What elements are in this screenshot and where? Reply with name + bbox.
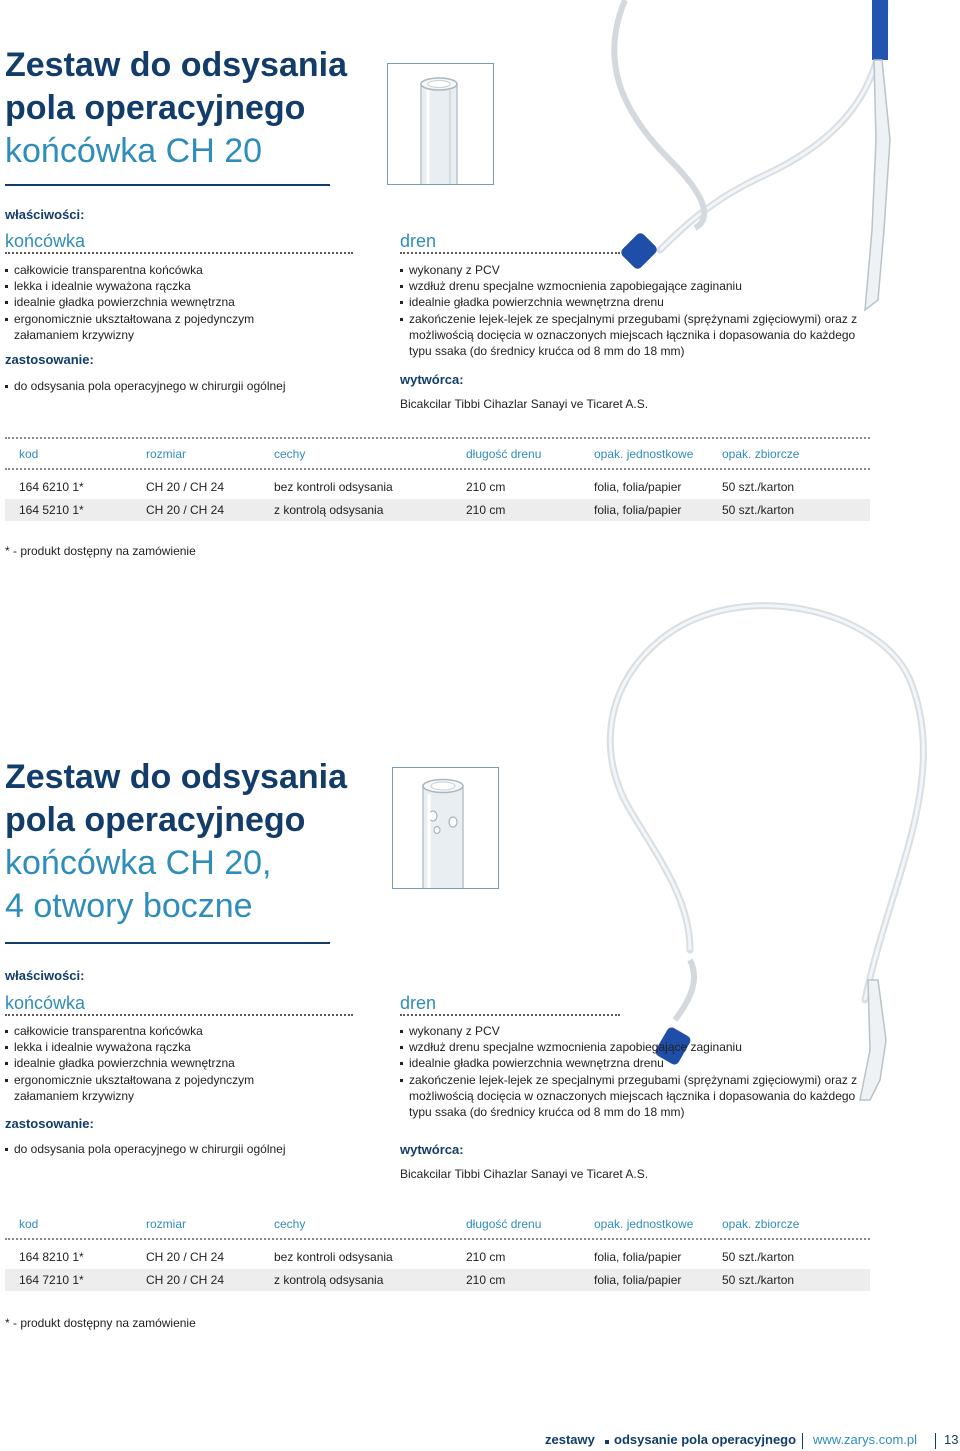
column-header-tube-length: długość drenu bbox=[466, 447, 542, 461]
cell-features: z kontrolą odsysania bbox=[274, 1273, 384, 1287]
cell-size: CH 20 / CH 24 bbox=[146, 503, 225, 517]
tip-heading-divider bbox=[5, 252, 353, 254]
column-header-unit-pack: opak. jednostkowe bbox=[594, 1217, 694, 1231]
table-header-divider bbox=[5, 1238, 870, 1240]
footer-subcategory: odsysanie pola operacyjnego bbox=[614, 1432, 797, 1447]
title-line-2: pola operacyjnego bbox=[5, 89, 306, 127]
list-item: wzdłuż drenu specjalne wzmocnienia zapobiegające zaginaniu bbox=[400, 278, 870, 294]
list-item: ergonomicznie ukształtowana z pojedynczym załamaniem krzywizny bbox=[5, 1072, 305, 1104]
column-header-size: rozmiar bbox=[146, 447, 187, 461]
product-section-1 bbox=[0, 0, 960, 580]
cell-code: 164 8210 1* bbox=[19, 1250, 84, 1264]
cell-features: bez kontroli odsysania bbox=[274, 1250, 393, 1264]
cell-size: CH 20 / CH 24 bbox=[146, 1250, 225, 1264]
table-row bbox=[5, 1246, 870, 1268]
list-item: ergonomicznie ukształtowana z pojedynczym załamaniem krzywizny bbox=[5, 311, 305, 343]
title-line-2: pola operacyjnego bbox=[5, 801, 306, 839]
column-header-unit-pack: opak. jednostkowe bbox=[594, 447, 694, 461]
title-line-3: końcówka CH 20 bbox=[5, 132, 263, 170]
cell-bulk-pack: 50 szt./karton bbox=[722, 1250, 795, 1264]
list-item: idealnie gładka powierzchnia wewnętrzna bbox=[5, 294, 305, 310]
availability-footnote: * - produkt dostępny na zamówienie bbox=[5, 1316, 196, 1330]
cell-unit-pack: folia, folia/papier bbox=[594, 1273, 682, 1287]
footer-separator bbox=[802, 1433, 803, 1449]
column-header-features: cechy bbox=[274, 447, 306, 461]
tube-heading-divider bbox=[400, 1014, 620, 1016]
properties-label: właściwości: bbox=[5, 968, 85, 983]
list-item: lekka i idealnie wyważona rączka bbox=[5, 1039, 305, 1055]
list-item: zakończenie lejek-lejek ze specjalnymi przegubami (sprężynami zgięciowymi) oraz z możliwością docięcia w oznaczonych miejscach łącznika i dopasowania do każdego typu ssaka (do średnicy krućca od 8 mm do 18 mm) bbox=[400, 1072, 870, 1121]
table-row bbox=[5, 1269, 870, 1291]
tip-thumbnail-image bbox=[387, 63, 494, 185]
title-underline bbox=[5, 942, 330, 944]
column-header-bulk-pack: opak. zbiorcze bbox=[722, 447, 800, 461]
list-item: całkowicie transparentna końcówka bbox=[5, 262, 305, 278]
tube-features-list bbox=[400, 1023, 870, 1120]
tip-thumbnail-image bbox=[392, 767, 499, 889]
cell-bulk-pack: 50 szt./karton bbox=[722, 480, 795, 494]
cell-code: 164 7210 1* bbox=[19, 1273, 84, 1287]
footer-bullet bbox=[605, 1440, 609, 1444]
column-header-code: kod bbox=[19, 1217, 39, 1231]
product-section-2 bbox=[0, 580, 960, 1380]
application-label: zastosowanie: bbox=[5, 1116, 94, 1131]
availability-footnote: * - produkt dostępny na zamówienie bbox=[5, 544, 196, 558]
page-number: 13 bbox=[944, 1432, 959, 1447]
cell-features: bez kontroli odsysania bbox=[274, 480, 393, 494]
cell-bulk-pack: 50 szt./karton bbox=[722, 1273, 795, 1287]
list-item: idealnie gładka powierzchnia wewnętrzna drenu bbox=[400, 1055, 870, 1071]
tube-features-list bbox=[400, 262, 870, 359]
table-row bbox=[5, 499, 870, 521]
list-item: całkowicie transparentna końcówka bbox=[5, 1023, 305, 1039]
column-header-tube-length: długość drenu bbox=[466, 1217, 542, 1231]
title-line-4: 4 otwory boczne bbox=[5, 887, 253, 925]
application-list bbox=[5, 1141, 335, 1157]
title-line-1: Zestaw do odsysania bbox=[5, 46, 347, 84]
cell-size: CH 20 / CH 24 bbox=[146, 480, 225, 494]
cell-tube-length: 210 cm bbox=[466, 480, 506, 494]
column-header-size: rozmiar bbox=[146, 1217, 187, 1231]
cell-tube-length: 210 cm bbox=[466, 1250, 506, 1264]
tip-heading-divider bbox=[5, 1014, 353, 1016]
list-item: do odsysania pola operacyjnego w chirurgii ogólnej bbox=[5, 378, 335, 394]
cell-bulk-pack: 50 szt./karton bbox=[722, 503, 795, 517]
list-item: idealnie gładka powierzchnia wewnętrzna bbox=[5, 1055, 305, 1071]
title-line-1: Zestaw do odsysania bbox=[5, 758, 347, 796]
manufacturer-name: Bicakcilar Tibbi Cihazlar Sanayi ve Ticaret A.S. bbox=[400, 397, 649, 411]
column-header-bulk-pack: opak. zbiorcze bbox=[722, 1217, 800, 1231]
manufacturer-label: wytwórca: bbox=[400, 1142, 464, 1157]
tube-heading: dren bbox=[400, 993, 437, 1013]
application-label: zastosowanie: bbox=[5, 352, 94, 367]
properties-label: właściwości: bbox=[5, 207, 85, 222]
product-title bbox=[5, 44, 347, 173]
application-list bbox=[5, 378, 335, 394]
cell-tube-length: 210 cm bbox=[466, 503, 506, 517]
tube-heading: dren bbox=[400, 231, 437, 251]
cell-code: 164 6210 1* bbox=[19, 480, 84, 494]
list-item: lekka i idealnie wyważona rączka bbox=[5, 278, 305, 294]
product-title bbox=[5, 756, 347, 928]
cell-features: z kontrolą odsysania bbox=[274, 503, 384, 517]
cell-unit-pack: folia, folia/papier bbox=[594, 503, 682, 517]
list-item: wzdłuż drenu specjalne wzmocnienia zapobiegające zaginaniu bbox=[400, 1039, 870, 1055]
footer-website-link[interactable]: www.zarys.com.pl bbox=[813, 1432, 918, 1447]
tip-heading: końcówka bbox=[5, 993, 86, 1013]
cell-unit-pack: folia, folia/papier bbox=[594, 1250, 682, 1264]
table-row bbox=[5, 476, 870, 498]
list-item: do odsysania pola operacyjnego w chirurgii ogólnej bbox=[5, 1141, 335, 1157]
list-item: idealnie gładka powierzchnia wewnętrzna drenu bbox=[400, 294, 870, 310]
title-line-3: końcówka CH 20, bbox=[5, 844, 272, 882]
footer-category: zestawy bbox=[545, 1432, 595, 1447]
manufacturer-name: Bicakcilar Tibbi Cihazlar Sanayi ve Ticaret A.S. bbox=[400, 1167, 649, 1181]
column-header-code: kod bbox=[19, 447, 39, 461]
cell-unit-pack: folia, folia/papier bbox=[594, 480, 682, 494]
manufacturer-label: wytwórca: bbox=[400, 372, 464, 387]
title-underline bbox=[5, 184, 330, 186]
list-item: wykonany z PCV bbox=[400, 1023, 870, 1039]
table-header bbox=[5, 1212, 870, 1236]
cell-tube-length: 210 cm bbox=[466, 1273, 506, 1287]
tip-heading: końcówka bbox=[5, 231, 86, 251]
tip-features-list bbox=[5, 262, 305, 343]
footer-separator bbox=[935, 1433, 936, 1449]
tube-heading-divider bbox=[400, 252, 620, 254]
cell-size: CH 20 / CH 24 bbox=[146, 1273, 225, 1287]
table-header bbox=[5, 442, 870, 466]
table-top-divider bbox=[5, 437, 870, 439]
page-footer bbox=[0, 1432, 960, 1451]
cell-code: 164 5210 1* bbox=[19, 503, 84, 517]
tip-features-list bbox=[5, 1023, 305, 1104]
list-item: zakończenie lejek-lejek ze specjalnymi przegubami (sprężynami zgięciowymi) oraz z możliwością docięcia w oznaczonych miejscach łącznika i dopasowania do każdego typu ssaka (do średnicy krućca od 8 mm do 18 mm) bbox=[400, 311, 870, 360]
list-item: wykonany z PCV bbox=[400, 262, 870, 278]
column-header-features: cechy bbox=[274, 1217, 306, 1231]
table-header-divider bbox=[5, 468, 870, 470]
